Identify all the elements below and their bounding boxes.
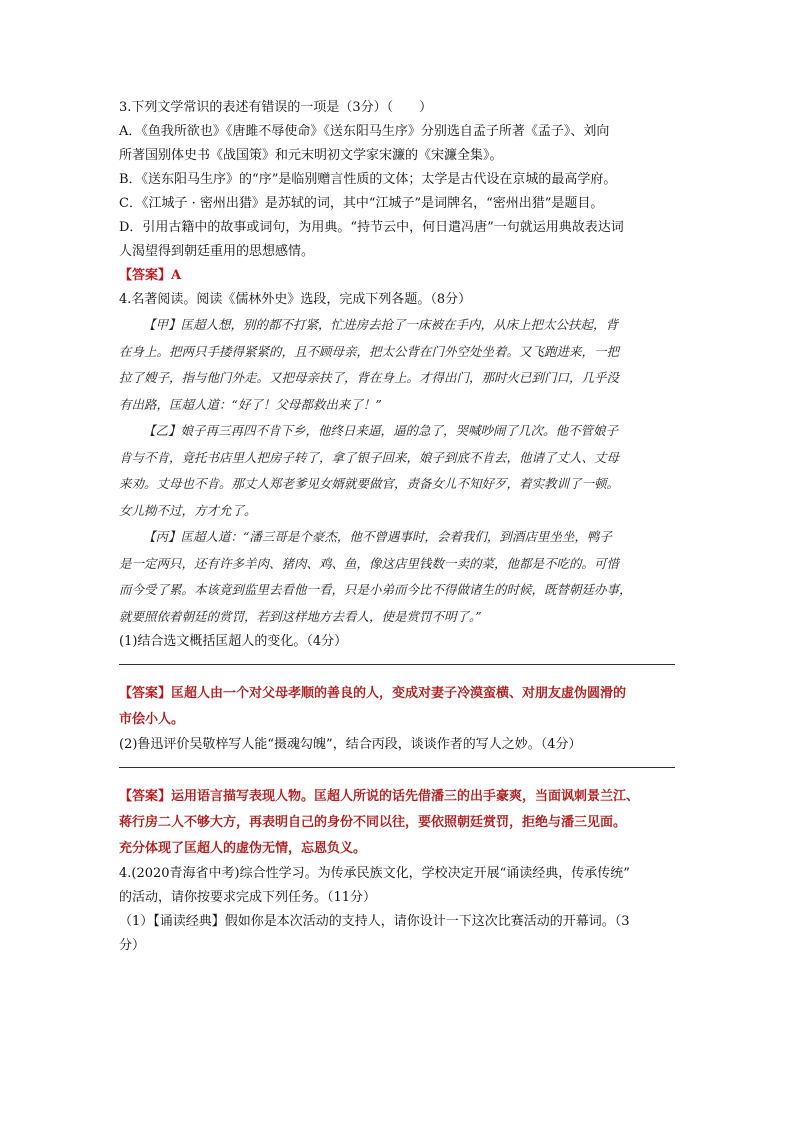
q4-answer1-line1 — [119, 681, 679, 707]
q3-option-d-line1: D．引用古籍中的故事或词句，为用典。“持节云中，何日遣冯唐”一句就运用典故表达词 — [119, 220, 624, 235]
q5-stem-line2: 的活动，请你按要求完成下列任务。（11分） — [119, 890, 377, 905]
answer-label: 【答案】 — [119, 789, 172, 804]
excerpt-yi-line1: 【乙】娘子再三再四不肯下乡，他终日来逼，逼的急了，哭喊吵闹了几次。他不管娘子 — [143, 423, 619, 438]
q5-sub1-line2: 分） — [119, 938, 146, 953]
document-body — [119, 96, 679, 958]
excerpt-yi-line4: 女儿拗不过，方才允了。 — [119, 502, 257, 518]
excerpt-jia-line2: 在身上。把两只手搂得紧紧的，且不顾母亲，把太公背在门外空处坐着。又飞跑进来，一把 — [119, 343, 620, 359]
excerpt-bing-line4: 就要照依着朝廷的赏罚，若到这样地方去看人，使是赏罚不明了。” — [119, 608, 482, 624]
answer-label: 【答案】 — [119, 686, 172, 701]
excerpt-yi-line3: 来劝。丈母也不肯。那丈人郑老爹见女婿就要做官，责备女儿不知好歹，着实教训了一顿。 — [119, 476, 620, 491]
q3-option-a-line1: A．《鱼我所欲也》《唐雎不辱使命》《送东阳马生序》分别选自孟子所著《孟子》、刘向 — [119, 124, 610, 139]
q3-option-d-line2: 人渴望得到朝廷重用的思想感情。 — [119, 244, 315, 259]
q3-option-b: B．《送东阳马生序》的“序”是临别赠言性质的文体；太学是古代设在京城的最高学府。 — [119, 172, 617, 187]
q4-answer2-line1 — [119, 784, 679, 810]
excerpt-bing-line1: 【丙】匡超人道：“潘三哥是个豪杰，他不曾遇事时，会着我们，到酒店里坐坐，鸭子 — [143, 529, 612, 544]
answer-divider — [119, 664, 675, 665]
excerpt-jia-line3: 拉了嫂子，指与他门外走。又把母亲扶了，背在身上。才得出门，那时火已到门口，几乎没 — [119, 370, 620, 385]
q4-answer1-line2: 市侩小人。 — [119, 712, 185, 727]
q3-answer — [119, 264, 679, 288]
excerpt-jia-line4: 有出路，匡超人道：“好了！父母都救出来了！” — [119, 396, 382, 412]
q4-answer2-line3: 充分体现了匡超人的虚伪无情，忘恩负义。 — [119, 841, 367, 856]
q4-stem: 4.名著阅读。阅读《儒林外史》选段，完成下列各题。（8分） — [119, 292, 472, 307]
answer-text: 运用语言描写表现人物。匡超人所说的话先借潘三的出手豪爽，当面讽刺景兰江、 — [171, 789, 640, 804]
q4-answer2-line2: 蒋行房二人不够大方，再表明自己的身份不同以往，要依照朝廷赏罚，拒绝与潘三见面。 — [119, 815, 627, 830]
excerpt-jia-line1: 【甲】匡超人想，别的都不打紧，忙进房去抢了一床被在手内，从床上把太公扶起，背 — [143, 317, 619, 332]
q3-stem: 3.下列文学常识的表述有错误的一项是（3分）（ ） — [119, 100, 433, 115]
q5-stem-line1: 4.(2020青海省中考)综合性学习。为传承民族文化，学校决定开展“诵读经典，传承传统” — [119, 866, 630, 881]
excerpt-yi-line2: 肯与不肯，竟托书店里人把房子转了，拿了银子回来，娘子到底不肯去，他请了丈人、丈母 — [119, 449, 620, 465]
q3-option-a-line2: 所著国别体史书《战国策》和元末明初文学家宋濂的《宋濂全集》。 — [119, 148, 503, 163]
answer-label: 【答案】 — [119, 268, 172, 283]
q4-sub2: (2)鲁迅评价吴敬梓写人能“摄魂勾魄”，结合丙段，谈谈作者的写人之妙。（4分） — [119, 737, 582, 752]
q3-option-c: C．《江城子 · 密州出猎》是苏轼的词，其中“江城子”是词牌名，“密州出猎”是题目。 — [119, 196, 604, 211]
answer-value: A — [171, 268, 182, 283]
excerpt-bing-line2: 是一定两只，还有许多羊肉、猪肉、鸡、鱼，像这店里钱数一卖的菜，他都是不吃的。可惜 — [119, 555, 620, 571]
answer-text: 匡超人由一个对父母孝顺的善良的人，变成对妻子冷漠蛮横、对朋友虚伪圆滑的 — [171, 686, 627, 701]
q4-sub1: (1)结合选文概括匡超人的变化。（4分） — [119, 634, 348, 649]
excerpt-bing-line3: 而今受了累。本该竟到监里去看他一看，只是小弟而今比不得做诸生的时候，既替朝廷办事， — [119, 582, 632, 597]
answer-divider — [119, 767, 675, 768]
q5-sub1-line1: （1）【诵读经典】假如你是本次活动的支持人，请你设计一下这次比赛活动的开幕词。（3 — [119, 914, 630, 929]
